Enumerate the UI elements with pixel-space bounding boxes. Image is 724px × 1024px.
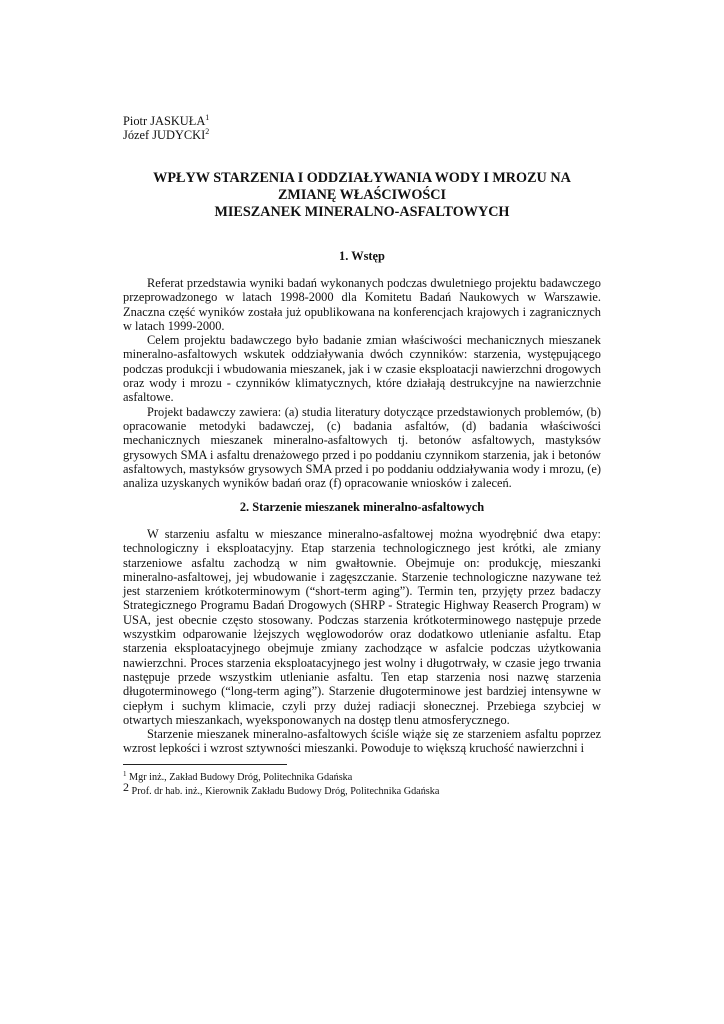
footnote	[123, 780, 440, 798]
paragraph: Projekt badawczy zawiera: (a) studia literatury dotyczące przedstawionych problemów, (b) opracowanie metodyki badawczej, (c) badania asfaltów, (d) badania właściwości mechanicznych mieszanek mineralno-asfaltowych tj. betonów asfaltowych, mastyksów grysowych SMA i asfaltu drenażowego przed i po poddaniu czynnikom starzenia, jak i betonów asfaltowych, mastyksów grysowych SMA przed i po poddaniu oddziaływania wody i mrozu, (e) analiza uzyskanych wyników badań oraz (f) opracowanie wniosków i zaleceń.	[123, 404, 601, 491]
section-heading-aging: 2. Starzenie mieszanek mineralno-asfaltowych	[239, 500, 485, 514]
footnote-mark: 2	[123, 780, 129, 794]
paragraph: Starzenie mieszanek mineralno-asfaltowych ściśle wiąże się ze starzeniem asfaltu poprzez wzrost lepkości i wzrost sztywności mieszanki. Powoduje to większą kruchość nawierzchni i	[123, 727, 601, 756]
author-name: Józef JUDYCKI	[123, 128, 206, 142]
footnote-mark: 1	[205, 113, 210, 122]
footnote	[123, 772, 352, 784]
footnote-mark: 1	[123, 770, 127, 778]
section-aging-body	[123, 527, 601, 756]
footnote-text: Mgr inż., Zakład Budowy Dróg, Politechnika Gdańska	[129, 772, 353, 783]
section-heading-introduction: 1. Wstęp	[339, 249, 385, 263]
title-line: WPŁYW STARZENIA I ODDZIAŁYWANIA WODY I MROZU NA	[153, 170, 571, 186]
author-block	[123, 114, 209, 142]
footnote-text: Prof. dr hab. inż., Kierownik Zakładu Budowy Dróg, Politechnika Gdańska	[131, 786, 440, 797]
author-name: Piotr JASKUŁA	[123, 114, 206, 128]
author-line	[123, 114, 209, 128]
title-line: MIESZANEK MINERALNO-ASFALTOWYCH	[214, 204, 510, 220]
author-line	[123, 128, 209, 142]
paragraph: Celem projektu badawczego było badanie zmian właściwości mechanicznych mieszanek mineralno-asfaltowych wskutek oddziaływania dwóch czynników: starzenia, występującego podczas produkcji i wbudowania mieszanek, jak i w czasie eksploatacji nawierzchni drogowych oraz wody i mrozu - czynników klimatycznych, które działają destrukcyjne na nawierzchnie asfaltowe.	[123, 333, 601, 405]
section-introduction-body	[123, 276, 601, 490]
paragraph: W starzeniu asfaltu w mieszance mineralno-asfaltowej można wyodrębnić dwa etapy: technologiczny i eksploatacyjny. Etap starzenia technologicznego jest krótki, ale zmiany starzeniowe asfaltu zachodzą w nim gwałtownie. Obejmuje on: produkcję, mieszanki mineralno-asfaltowej, jej wbudowanie i zagęszczanie. Starzenie technologiczne nazywane też jest starzeniem krótkoterminowym (“short-term aging”). Termin ten, przyjęty przez badaczy Strategicznego Programu Badań Drogowych (SHRP - Strategic Highway Reaserch Program) w USA, jest obecnie często stosowany. Podczas starzenia krótkoterminowego następuje przede wszystkim odparowanie lżejszych węglowodorów oraz dodatkowo utlenianie asfaltu. Etap starzenia eksploatacyjnego obejmuje zmiany zachodzące w asfalcie podczas użytkowania nawierzchni. Proces starzenia eksploatacyjnego jest wolny i długotrwały, w czasie jego trwania następuje przede wszystkim utlenianie asfaltu. Ten etap starzenia nosi nazwę starzenia długoterminowego (“long-term aging”). Starzenie długoterminowe jest bardziej intensywne w ciepłym i suchym klimacie, czyli przy dużej radiacji słonecznej. Przebiega szybciej w otwartych mieszankach, wyeksponowanych na dostęp tlenu atmosferycznego.	[123, 527, 601, 727]
footnote-mark: 2	[205, 127, 210, 136]
footnote-separator	[123, 764, 287, 765]
paper-title	[123, 170, 601, 221]
title-line: ZMIANĘ WŁAŚCIWOŚCI	[277, 187, 447, 203]
paragraph: Referat przedstawia wyniki badań wykonanych podczas dwuletniego projektu badawczego przeprowadzonego w latach 1998-2000 dla Komitetu Badań Naukowych w Warszawie. Znaczna część wyników została już opublikowana na konferencjach krajowych i zagranicznych w latach 1999-2000.	[123, 276, 601, 333]
